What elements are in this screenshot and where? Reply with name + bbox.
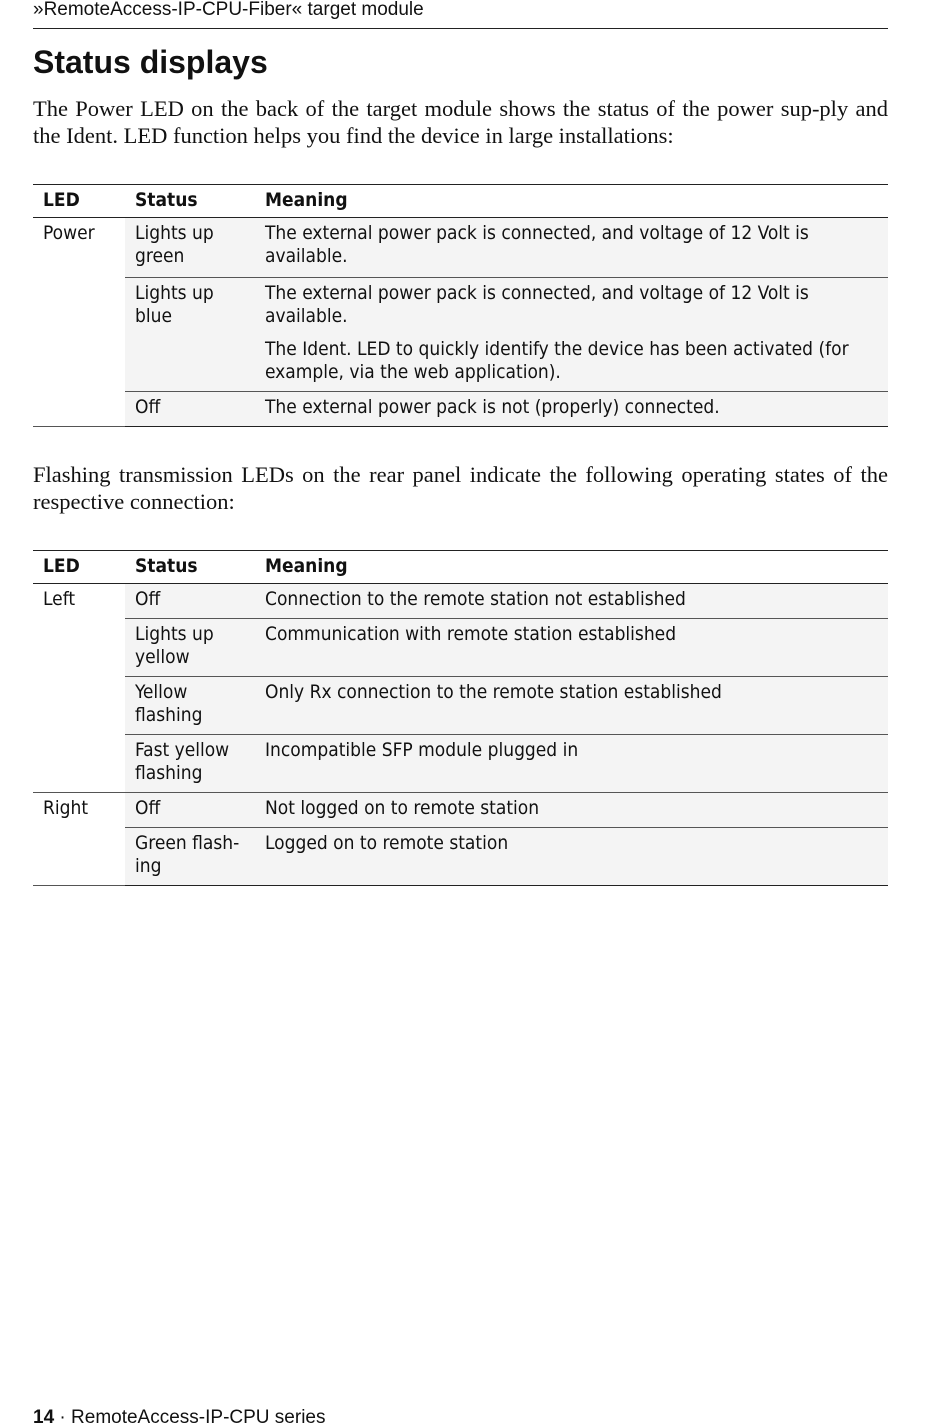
meaning-cell: Not logged on to remote station <box>255 793 888 828</box>
column-header-status: Status <box>125 185 255 218</box>
meaning-cell: Communication with remote station established <box>255 619 888 677</box>
status-cell: Fast yellow flashing <box>125 735 255 793</box>
running-title: »RemoteAccess-IP-CPU-Fiber« target module <box>33 0 424 20</box>
table-row <box>33 278 888 392</box>
led-name-cell: Right <box>33 793 125 886</box>
status-cell: Off <box>125 584 255 619</box>
table-row <box>33 218 888 278</box>
status-cell: Off <box>125 392 255 427</box>
table-row <box>33 735 888 793</box>
status-cell: Lights up green <box>125 218 255 278</box>
meaning-cell: Logged on to remote station <box>255 828 888 886</box>
status-cell: Green flash-ing <box>125 828 255 886</box>
meaning-text: The external power pack is connected, and voltage of 12 Volt is available. <box>265 282 809 327</box>
meaning-extra-text: The Ident. LED to quickly identify the device has been activated (for example, via the web application). <box>265 338 849 383</box>
page-number: 14 <box>33 1407 55 1428</box>
meaning-cell: The external power pack is connected, and voltage of 12 Volt is available. <box>255 218 888 278</box>
page-footer <box>33 1408 325 1427</box>
table-row <box>33 793 888 828</box>
table-row <box>33 619 888 677</box>
transmission-led-table <box>33 550 888 886</box>
column-header-led: LED <box>33 551 125 584</box>
table-row <box>33 677 888 735</box>
intro-paragraph: The Power LED on the back of the target module shows the status of the power sup-ply and the Ident. LED function helps you find the device in large installations: <box>33 96 888 148</box>
status-cell: Yellow flashing <box>125 677 255 735</box>
meaning-cell: Connection to the remote station not established <box>255 584 888 619</box>
column-header-status: Status <box>125 551 255 584</box>
status-cell: Lights up yellow <box>125 619 255 677</box>
led-name-cell: Left <box>33 584 125 793</box>
status-cell: Lights up blue <box>125 278 255 392</box>
table-row <box>33 584 888 619</box>
table-row <box>33 828 888 886</box>
table-header-row <box>33 551 888 584</box>
footer-separator: · <box>54 1407 72 1428</box>
meaning-cell <box>255 278 888 392</box>
meaning-cell: Only Rx connection to the remote station established <box>255 677 888 735</box>
transition-paragraph: Flashing transmission LEDs on the rear panel indicate the following operating states of the respective connection: <box>33 462 888 514</box>
led-name-cell: Power <box>33 218 125 427</box>
column-header-meaning: Meaning <box>255 551 888 584</box>
footer-series: RemoteAccess-IP-CPU series <box>71 1407 326 1428</box>
column-header-meaning: Meaning <box>255 185 888 218</box>
table-row <box>33 392 888 427</box>
status-cell: Off <box>125 793 255 828</box>
power-led-table <box>33 184 888 427</box>
column-header-led: LED <box>33 185 125 218</box>
table-header-row <box>33 185 888 218</box>
running-header <box>33 0 888 29</box>
meaning-cell: Incompatible SFP module plugged in <box>255 735 888 793</box>
section-title: Status displays <box>33 44 268 80</box>
meaning-cell: The external power pack is not (properly) connected. <box>255 392 888 427</box>
